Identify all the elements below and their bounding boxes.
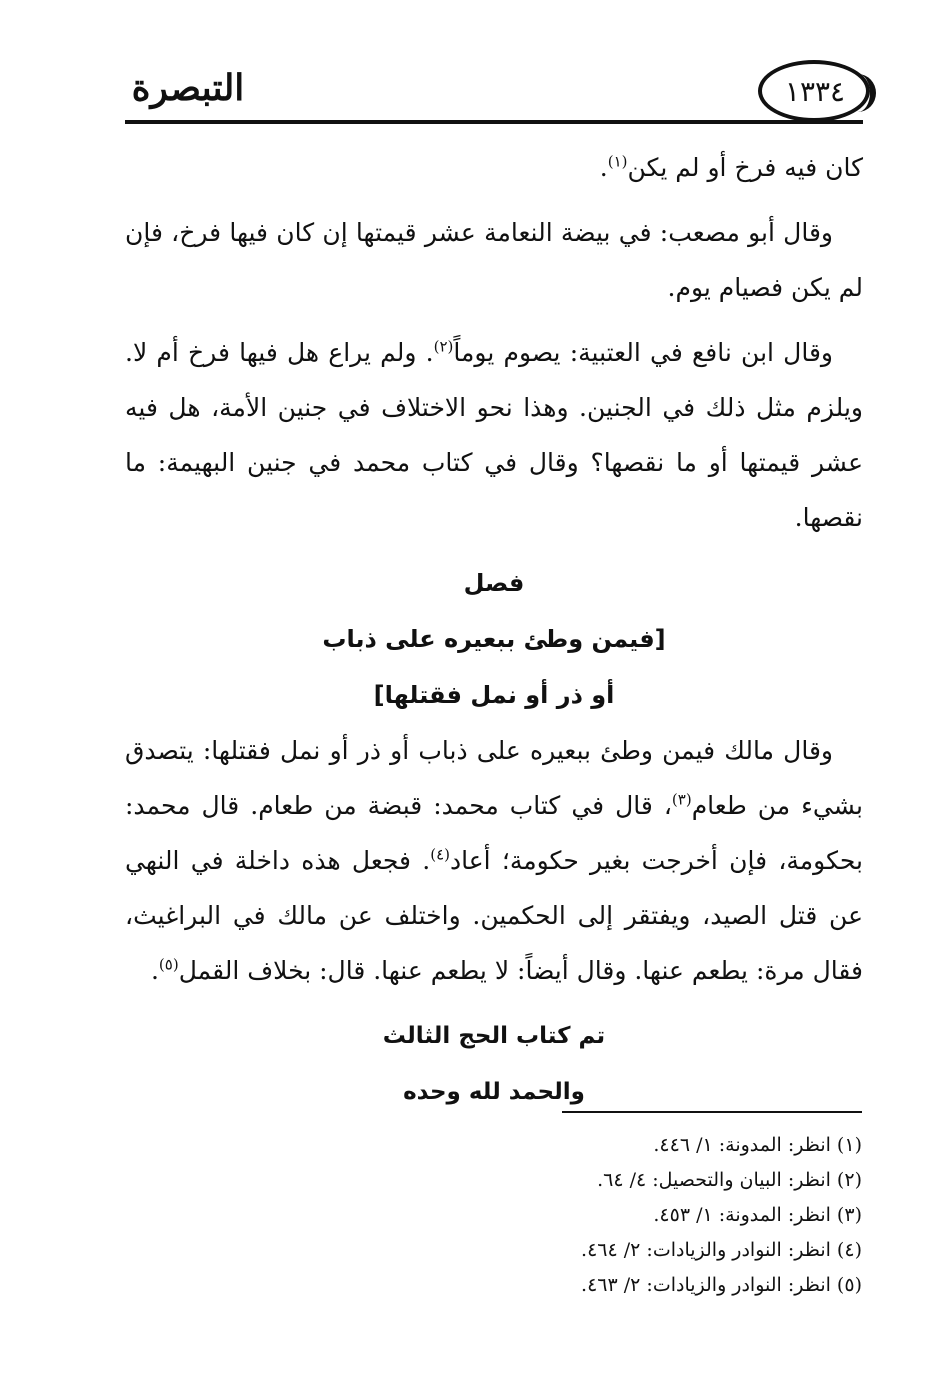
footnote-ref: (٣) <box>671 790 692 809</box>
paragraph-text: وقال مالك فيمن وطئ ببعيره على ذباب أو ذر أو نمل فقتلها: يتصدق بشيء من طعام <box>125 736 863 820</box>
header-divider <box>125 120 863 124</box>
section-label: فصل <box>463 569 525 597</box>
main-text <box>125 140 863 1120</box>
footnote-3: (٣) انظر: المدونة: ١/ ٤٥٣. <box>653 1204 862 1226</box>
paragraph-2: وقال أبو مصعب: في بيضة النعامة عشر قيمتها إن كان فيها فرخ، فإن لم يكن فصيام يوم. <box>125 218 863 302</box>
footnote-ref: (٤) <box>430 845 450 864</box>
footnote-2: (٢) انظر: البيان والتحصيل: ٤/ ٦٤. <box>597 1169 862 1191</box>
paragraph-text: كان فيه فرخ أو لم يكن <box>627 153 863 182</box>
closing-line-1: تم كتاب الحج الثالث <box>382 1023 606 1049</box>
paragraph-text: . <box>599 153 608 182</box>
section-title-line-1: [فيمن وطئ ببعيره على ذباب <box>322 625 666 653</box>
paragraph-1 <box>125 140 863 195</box>
paragraph-text: وقال ابن نافع في العتبية: يصوم يوماً <box>453 338 833 367</box>
footnotes <box>500 1128 862 1303</box>
footnote-4: (٤) انظر: النوادر والزيادات: ٢/ ٤٦٤. <box>581 1239 862 1261</box>
paragraph-text: . فجعل هذه داخلة في النهي عن قتل الصيد، ويفتقر إلى الحكمين. واختلف عن مالك في البراغيث، فقال مرة: يطعم عنها. وقال أيضاً: لا يطعم عنها. قال: بخلاف القمل <box>125 846 863 985</box>
footnote-ref: (٥) <box>158 955 179 974</box>
paragraph-text: . <box>150 956 159 985</box>
paragraph-text: ، قال في كتاب محمد: قبضة من طعام. قال محمد: بحكومة، فإن أخرجت بغير حكومة؛ أعاد <box>125 791 863 875</box>
footnote-1: (١) انظر: المدونة: ١/ ٤٤٦. <box>653 1134 862 1156</box>
book-title: التبصرة <box>131 67 245 109</box>
page-number: ١٣٣٤ <box>784 75 846 108</box>
paragraph-text: . ولم يراع هل فيها فرخ أم لا. ويلزم مثل ذلك في الجنين. وهذا نحو الاختلاف في جنين الأمة، هل فيه عشر قيمتها أو ما نقصها؟ وقال في كتاب محمد في جنين البهيمة: ما نقصها. <box>125 338 863 532</box>
footnote-ref: (١) <box>607 152 628 171</box>
footnote-5: (٥) انظر: النوادر والزيادات: ٢/ ٤٦٣. <box>581 1274 862 1296</box>
footnote-divider <box>562 1111 862 1113</box>
paragraph-4 <box>125 723 863 998</box>
section-title-line-2: أو ذر أو نمل فقتلها] <box>373 681 615 709</box>
paragraph-3 <box>125 325 863 545</box>
closing-line-2: والحمد لله وحده <box>403 1079 585 1105</box>
footnote-ref: (٢) <box>433 337 454 356</box>
